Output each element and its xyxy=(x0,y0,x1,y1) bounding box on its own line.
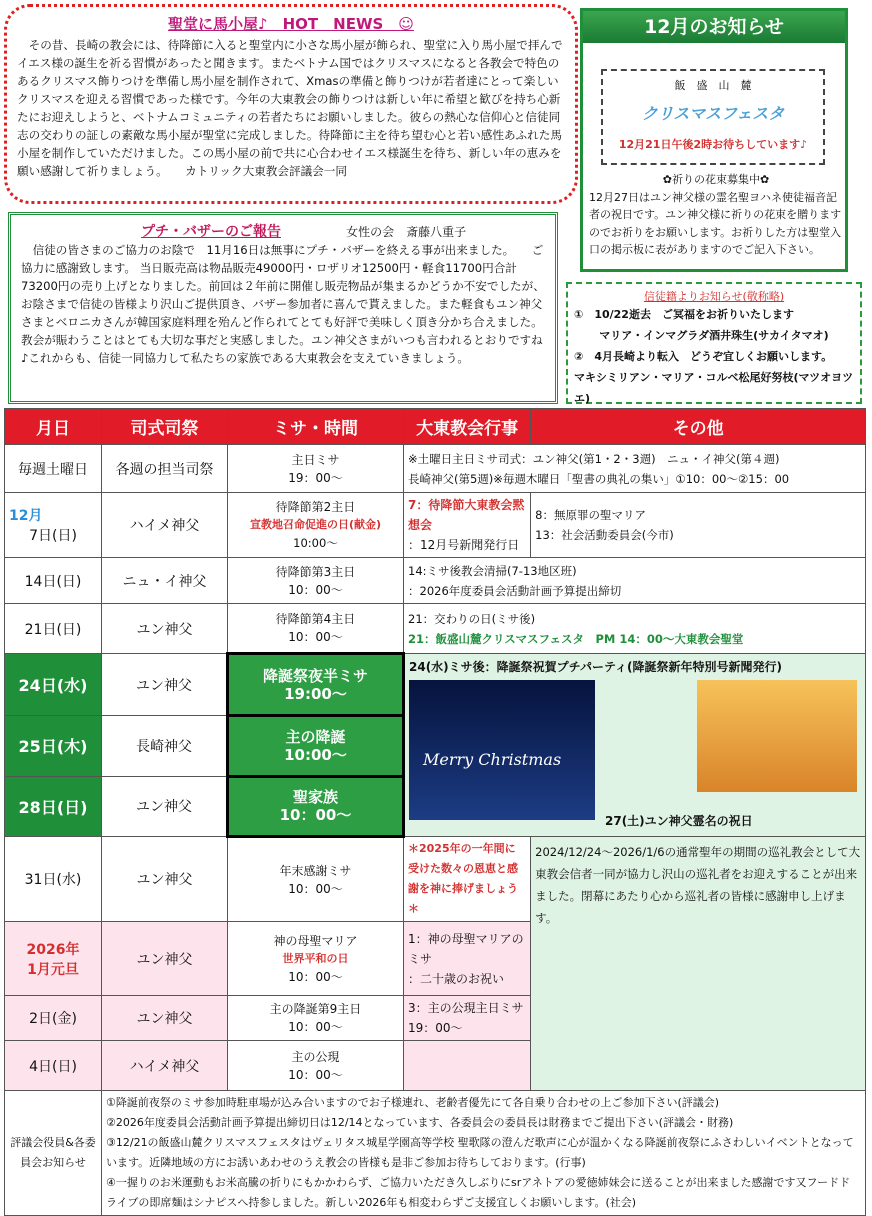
row-events xyxy=(404,558,866,604)
mass-name: 主の降誕第9主日 xyxy=(269,1002,362,1016)
prayer-bouquet-notice xyxy=(589,171,843,259)
row-priest: ニュ・イ神父 xyxy=(102,558,228,604)
other-line: 8：無原罪の聖マリア xyxy=(535,508,646,522)
row-date xyxy=(5,493,102,558)
event-line: 1：神の母聖マリアのミサ xyxy=(408,931,524,966)
row-priest: ユン神父 xyxy=(102,837,228,922)
bazaar-title: プチ・バザーのご報告 xyxy=(141,224,281,240)
mass-name: 主の公現 xyxy=(291,1049,340,1064)
table-header-row xyxy=(5,409,866,445)
row-priest: ハイメ神父 xyxy=(102,1041,228,1091)
row-day: 7日(日) xyxy=(29,528,77,544)
jubilee-notice xyxy=(531,837,866,1091)
registry-title: 信徒籍よりお知らせ(敬称略) xyxy=(643,290,785,303)
mass-time: 10：00～ xyxy=(288,969,343,984)
header-events: 大東教会行事 xyxy=(404,409,531,445)
hot-news-body: その昔、長崎の教会には、待降節に入ると聖堂内に小さな馬小屋が飾られ、聖堂に入り馬小屋で拝んでイエス様の誕生を祈る習慣があったと聞きます。またベトナム国ではクリスマスになると各教会で特色のあるクリスマス飾りつけを準備し馬小屋を制作されて、Xmasの準備と飾りつけが若者達にとって楽しいクリスマスを迎える習慣であった様です。今年の大東教会の飾りつけは新しい年に希望と歓びを持ち心新たにお迎えしようと、ベトナムコミュニティの若者たちにお願いしました。彼らの熱心な信仰心と信徒同志の交わりの証しの素敵な馬小屋が聖堂に完成しました。待降節に主を待ち望む心と若い感性あふれた馬小屋を制作していただけました。この馬小屋の前で共に心合わせイエス様誕生を待ち、新しい年の恵みを願い感謝して祈りましょう。 カトリック大東教会評議会一同 xyxy=(17,38,563,178)
event-line: ：二十歳のお祝い xyxy=(408,971,505,986)
mass-name: 待降節第4主日 xyxy=(275,612,356,626)
row-priest: ユン神父 xyxy=(102,604,228,654)
header-other: その他 xyxy=(531,409,866,445)
row-mass xyxy=(228,922,404,996)
christmas-festa-card xyxy=(601,69,825,165)
registry-line-1: ① 10/22逝去 ご冥福をお祈りいたします xyxy=(574,308,794,321)
header-priest: 司式司祭 xyxy=(102,409,228,445)
bazaar-report-box xyxy=(8,212,558,404)
row-priest: 各週の担当司祭 xyxy=(102,445,228,493)
row-mass xyxy=(228,558,404,604)
mass-time: 10：00～ xyxy=(288,1067,343,1082)
christmas-art xyxy=(405,654,865,836)
row-other xyxy=(531,493,866,558)
table-row xyxy=(5,1091,866,1216)
mass-time: 10：00～ xyxy=(288,630,343,644)
registry-line-4: マキシミリアン・マリア・コルベ松尾好努枝(マツオヨツエ) xyxy=(574,371,854,405)
council-notice-item: ④一握りのお米運動もお米高騰の折りにもかかわらず、ご協力いただき久しぶりにsrアネトアの愛徳姉妹会に送ることが出来ました感謝です又フードドライブの即席麺はシナピスへ持参しました。新しい2026年も相変わらずご支援宜しくお願いします。(社会) xyxy=(106,1176,851,1209)
row-month: 2026年 xyxy=(26,941,80,958)
row-date: 14日(日) xyxy=(5,558,102,604)
other-line: 13：社会活動委員会(今市) xyxy=(535,528,674,542)
row-mass xyxy=(228,776,404,836)
table-row xyxy=(5,558,866,604)
row-date: 24日(水) xyxy=(5,654,102,716)
schedule-table xyxy=(4,408,866,1216)
row-priest: ユン神父 xyxy=(102,996,228,1041)
merry-christmas-image xyxy=(409,680,595,820)
bazaar-author: 女性の会 斎藤八重子 xyxy=(346,225,467,239)
row-date: 毎週土曜日 xyxy=(5,445,102,493)
mass-name: 待降節第3主日 xyxy=(275,564,356,579)
row-day: 1月元旦 xyxy=(27,961,79,978)
header-date: 月日 xyxy=(5,409,102,445)
mass-time: 10：00～ xyxy=(288,1020,343,1034)
row-date: 25日(木) xyxy=(5,716,102,776)
row-priest: ユン神父 xyxy=(102,922,228,996)
hot-news-title: 聖堂に馬小屋♪ HOT NEWS ☺ xyxy=(168,15,414,33)
row-mass xyxy=(228,445,404,493)
row-events xyxy=(404,604,866,654)
christmas-art-cell xyxy=(404,654,866,837)
mass-time: 10：00～ xyxy=(288,881,343,896)
row-month: 12月 xyxy=(9,508,43,524)
festa-place: 飯 盛 山 麓 xyxy=(674,79,752,92)
row-priest: ユン神父 xyxy=(102,776,228,836)
row-priest: 長崎神父 xyxy=(102,716,228,776)
council-notice-label: 評議会役員&各委員会お知らせ xyxy=(5,1091,102,1216)
table-row xyxy=(5,445,866,493)
row-date: 2日(金) xyxy=(5,996,102,1041)
december-heading: 12月のお知らせ xyxy=(583,11,845,43)
row-date xyxy=(5,922,102,996)
table-row xyxy=(5,837,866,922)
festa-time: 12月21日午後2時お待ちしています♪ xyxy=(618,138,808,151)
event-line: ※土曜日主日ミサ司式：ユン神父(第1・2・3週) ニュ・イ神父(第４週) xyxy=(408,451,780,466)
row-events xyxy=(404,493,531,558)
name-day-feast: 27(土)ユン神父霊名の祝日 xyxy=(605,814,753,828)
mass-name: 主日ミサ xyxy=(291,452,340,467)
mass-time: 10:00～ xyxy=(284,745,347,764)
festa-title: クリスマスフェスタ xyxy=(641,104,785,123)
bazaar-body: 信徒の皆さまのご協力のお陰で 11月16日は無事にプチ・バザーを終える事が出来ました。 ご協力に感謝致します。 当日販売高は物品販売49000円・ロザリオ12500円・軽食11700円合計73200円の売り上げとなりました。前回は２年前に開催し販売物品が集まるかどうか不安でしたが、お陰さまで信徒の皆様より沢山ご提供頂き、バザー参加者に喜んで貰えました。また軽食もユン神父さまとベロニカさんが韓国家庭料理を殆んど作られてとても好評で美味しく頂き分かち合えました。教会が賑わうことはとても大切な事だと実感しました。ユン神父さまがいつも言われるとおりですね♪これからも、信徒一同協力して私たちの家族である大東教会を支えていきましょう。 xyxy=(21,243,545,365)
council-notice-item: ②2026年度委員会活動計画予算提出締切日は12/14となっています、各委員会の委員長は財務までご提出下さい(評議会・財務) xyxy=(106,1116,734,1129)
row-events: 3：主の公現主日ミサ19：00～ xyxy=(404,996,531,1041)
registry-notice-box xyxy=(566,282,862,404)
row-mass xyxy=(228,837,404,922)
header-mass: ミサ・時間 xyxy=(228,409,404,445)
row-date: 21日(日) xyxy=(5,604,102,654)
row-mass xyxy=(228,716,404,776)
mass-note: 世界平和の日 xyxy=(282,951,349,965)
row-priest: ユン神父 xyxy=(102,654,228,716)
mass-name: 待降節第2主日 xyxy=(275,500,356,514)
event-line: 長崎神父(第5週)※毎週木曜日「聖書の典礼の集い」①10：00～②15：00 xyxy=(408,471,790,486)
event-line: 7：待降節大東教会黙想会 xyxy=(408,498,525,532)
table-row xyxy=(5,604,866,654)
registry-line-3: ② 4月長崎より転入 どうぞ宜しくお願いします。 xyxy=(574,350,833,363)
table-row xyxy=(5,493,866,558)
row-priest: ハイメ神父 xyxy=(102,493,228,558)
row-date: 31日(水) xyxy=(5,837,102,922)
merry-christmas-text: Merry Christmas xyxy=(423,750,562,769)
row-events: ＊2025年の一年間に受けた数々の恩恵と感謝を神に捧げましょう＊ xyxy=(404,837,531,922)
prayer-bouquet-body: 12月27日はユン神父様の霊名聖ヨハネ使徒福音記者の祝日です。ユン神父様に祈りの花束を贈りますのでお祈りをお願いします。お祈りした方は聖堂入口の掲示板に表がありますのでご記入下さい。 xyxy=(589,190,842,256)
party-banner: 24(水)ミサ後：降誕祭祝賀プチパーティ(降誕祭新年特別号新聞発行) xyxy=(409,660,782,674)
mass-note: 宣教地召命促進の日(献金) xyxy=(249,518,382,531)
row-mass xyxy=(228,604,404,654)
mass-name: 年末感謝ミサ xyxy=(279,863,352,878)
nativity-image xyxy=(697,680,857,792)
registry-line-2: マリア・インマグラダ酒井珠生(サカイタマオ) xyxy=(599,329,829,342)
prayer-bouquet-title: ✿祈りの花束募集中✿ xyxy=(662,173,770,186)
hot-news-box xyxy=(4,4,578,204)
mass-name: 神の母聖マリア xyxy=(273,933,358,948)
council-notices xyxy=(102,1091,866,1216)
december-notice-box xyxy=(580,8,848,272)
row-mass xyxy=(228,493,404,558)
event-line: 14:ミサ後教会清掃(7-13地区班) xyxy=(408,563,577,578)
row-mass xyxy=(228,1041,404,1091)
event-line: 21：交わりの日(ミサ後) xyxy=(408,611,536,626)
table-row xyxy=(5,654,866,716)
mass-time: 10:00～ xyxy=(293,536,338,550)
row-date: 28日(日) xyxy=(5,776,102,836)
mass-time: 19：00～ xyxy=(288,470,343,485)
mass-time: 10：00～ xyxy=(279,806,352,825)
council-notice-item: ③12/21の飯盛山麓クリスマスフェスタはヴェリタス城星学園高等学校 聖歌隊の澄んだ歌声に心が温かくなる降誕前夜祭にふさわしいイベントとなっています。近隣地域の方にお誘いあわせのうえ教会の皆様も是非ご参加お待ちしております。(行事) xyxy=(106,1136,854,1169)
mass-name: 聖家族 xyxy=(292,788,338,807)
mass-time: 10：00～ xyxy=(288,582,343,597)
jubilee-text: 2024/12/24～2026/1/6の通常聖年の期間の巡礼教会として大東教会信者一同が協力し沢山の巡礼者をお迎えすることが出来ました。閉幕にあたり心から巡礼者の皆様に感謝申し上げます。 xyxy=(535,845,861,925)
mass-name: 降誕祭夜半ミサ xyxy=(262,666,368,685)
row-mass xyxy=(228,654,404,716)
row-date: 4日(日) xyxy=(5,1041,102,1091)
mass-time: 19:00～ xyxy=(284,684,347,703)
row-events xyxy=(404,445,866,493)
row-events xyxy=(404,922,531,996)
row-events xyxy=(404,1041,531,1091)
event-line: ：2026年度委員会活動計画予算提出締切 xyxy=(408,583,622,598)
event-line: 21：飯盛山麓クリスマスフェスタ PM 14：00～大東教会聖堂 xyxy=(408,631,744,646)
row-mass xyxy=(228,996,404,1041)
event-line: ：12月号新聞発行日 xyxy=(408,538,520,552)
mass-name: 主の降誕 xyxy=(285,727,346,746)
council-notice-item: ①降誕前夜祭のミサ参加時駐車場が込み合いますのでお子様連れ、老齢者優先にて各自乗り合わせの上ご参加下さい(評議会) xyxy=(106,1096,720,1109)
